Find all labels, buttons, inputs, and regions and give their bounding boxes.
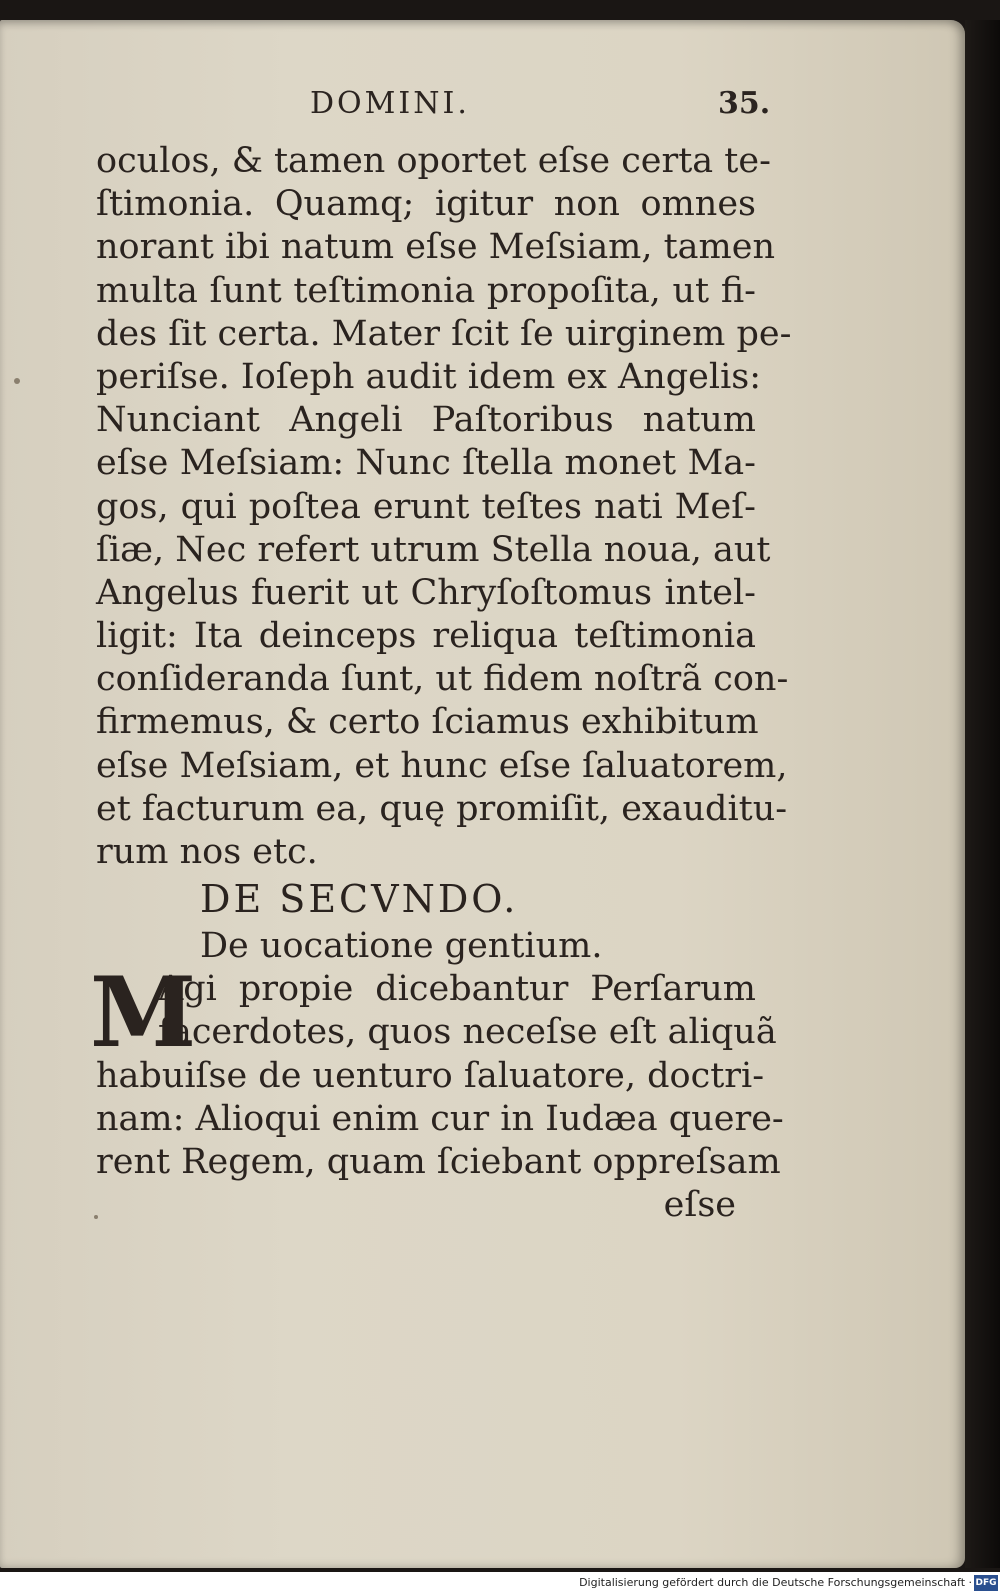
page-header: [0, 86, 965, 126]
page-edge-shadow: [965, 20, 1000, 1568]
text-line: conſideranda ſunt, ut fidem noſtrã con-: [96, 659, 789, 700]
text-block: [90, 140, 792, 1227]
text-line: ſacerdotes, quos neceſse eſt aliquã: [158, 1012, 777, 1053]
running-head: DOMINI.: [310, 86, 470, 121]
text-line: ſtimonia. Quamq; igitur non omnes: [96, 184, 756, 225]
text-line: gos, qui poſtea erunt teſtes nati Meſ-: [96, 486, 756, 527]
page-number: 35.: [718, 86, 771, 121]
text-line: et facturum ea, quę promiſit, exauditu-: [96, 788, 788, 829]
text-line: norant ibi natum eſse Meſsiam, tamen: [96, 227, 775, 268]
text-line: des ſit certa. Mater ſcit ſe uirginem pe-: [96, 313, 792, 354]
drop-cap: M: [90, 956, 197, 1070]
text-line: eſse Meſsiam, et hunc eſse ſaluatorem,: [96, 745, 788, 786]
section-title: DE SECVNDO.: [200, 877, 519, 922]
footer-bar: [0, 1572, 1000, 1596]
text-line: oculos, & tamen oportet eſse certa te-: [96, 141, 771, 181]
text-line: multa ſunt teſtimonia propoſita, ut fi-: [96, 270, 756, 311]
paragraph-2: [90, 956, 784, 1227]
section-subtitle: De uocatione gentium.: [200, 926, 603, 967]
text-line: periſse. Ioſeph audit idem ex Angelis:: [96, 356, 762, 397]
text-line: ligit: Ita deinceps reliqua teſtimonia: [96, 616, 756, 657]
text-line: Angelus fuerit ut Chryſoſtomus intel-: [96, 572, 756, 613]
paragraph-1: [96, 140, 792, 874]
text-line: rum nos etc.: [96, 832, 318, 872]
dfg-logo: DFG: [974, 1575, 998, 1591]
text-line: rent Regem, quam ſciebant oppreſsam: [96, 1141, 781, 1182]
text-line: ſiæ, Nec refert utrum Stella noua, aut: [96, 529, 771, 570]
text-line: habuiſse de uenturo ſaluatore, doctri-: [96, 1055, 765, 1096]
text-line: Agi propie dicebantur Perſarum: [158, 969, 756, 1010]
paper-speck: [14, 378, 20, 384]
funding-credit: Digitalisierung gefördert durch die Deutsche Forschungsgemeinschaft ·: [579, 1576, 972, 1589]
text-line: eſse Meſsiam: Nunc ſtella monet Ma-: [96, 443, 756, 484]
text-line: firmemus, & certo ſciamus exhibitum: [96, 702, 759, 743]
text-line: Nunciant Angeli Paſtoribus natum: [96, 400, 756, 441]
catchword: eſse: [663, 1185, 736, 1226]
text-line: nam: Alioqui enim cur in Iudæa quere-: [96, 1098, 784, 1139]
